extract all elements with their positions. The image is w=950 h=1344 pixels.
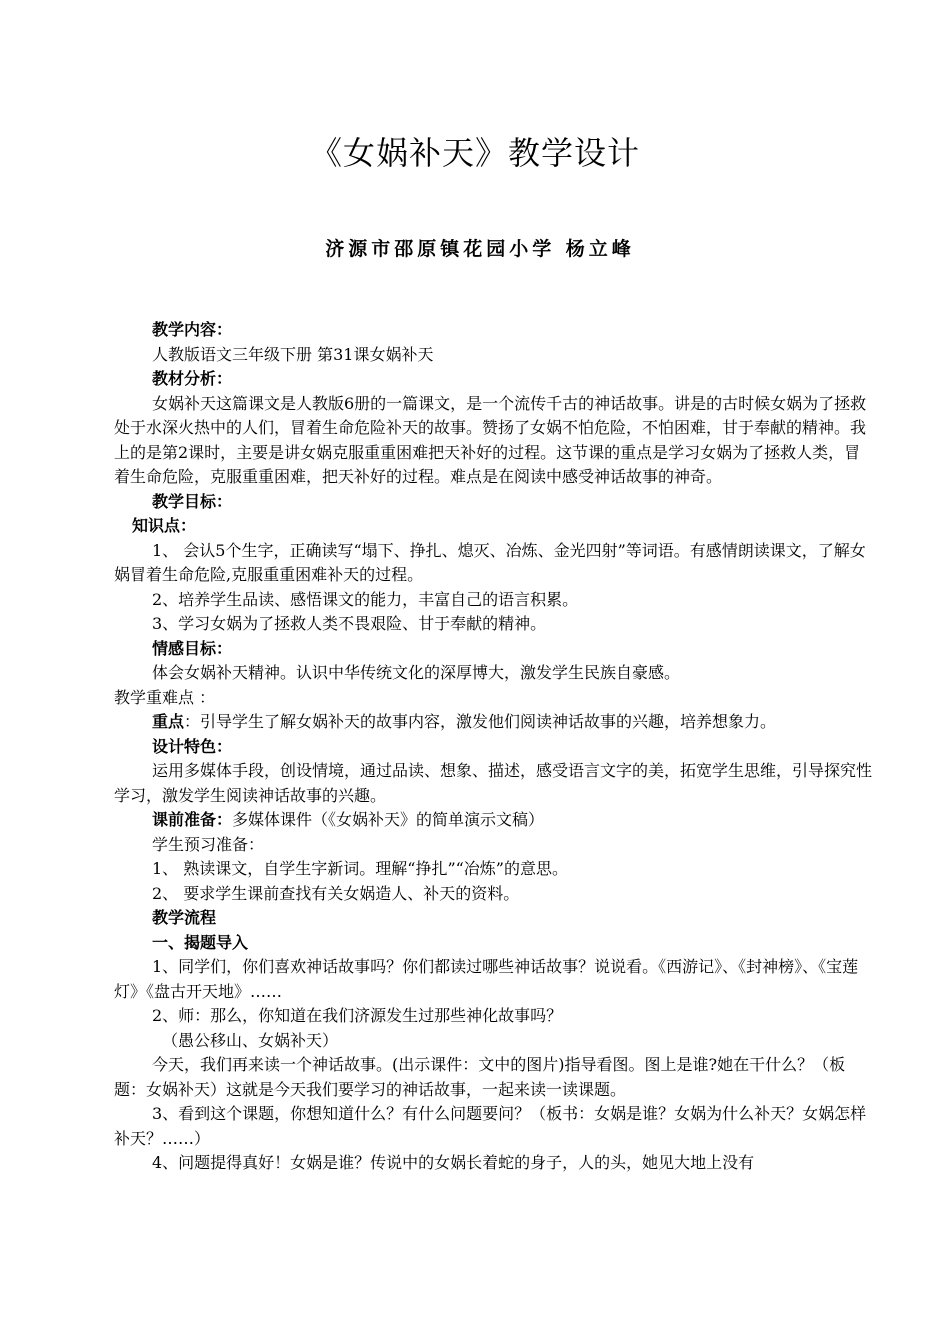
preview-item-1: 1、 熟读课文，自学生字新词。理解“挣扎”“冶炼”的意思。 xyxy=(152,859,568,878)
document-body xyxy=(114,318,872,1176)
step-2-answer: （愚公移山、女娲补天） xyxy=(162,1030,339,1050)
heading-intro: 一、揭题导入 xyxy=(152,932,249,952)
paragraph-emotion: 体会女娲补天精神。认识中华传统文化的深厚博大，激发学生民族自豪感。 xyxy=(152,663,681,682)
step-5: 4、问题提得真好！女娲是谁？传说中的女娲长着蛇的身子，人的头，她见大地上没有 xyxy=(152,1153,755,1172)
step-3: 今天，我们再来读一个神话故事。(出示课件：文中的图片)指导看图。图上是谁?她在干什么？（板题：女娲补天）这就是今天我们要学习的神话故事，一起来读一读课题。 xyxy=(114,1055,846,1099)
step-1: 1、同学们，你们喜欢神话故事吗？你们都读过哪些神话故事？说说看。《西游记》、《封神榜》、《宝莲灯》《盘古开天地》…… xyxy=(114,957,859,1001)
heading-goals: 教学目标： xyxy=(152,491,233,511)
step-4: 3、看到这个课题，你想知道什么？有什么问题要问？（板书：女娲是谁？女娲为什么补天？女娲怎样补天？……） xyxy=(114,1104,867,1148)
heading-content: 教学内容： xyxy=(152,320,233,339)
author-line: 济源市邵原镇花园小学 杨立峰 xyxy=(325,238,635,260)
heading-knowledge: 知识点： xyxy=(132,516,197,535)
preview-item-2: 2、 要求学生课前查找有关女娲造人、补天的资料。 xyxy=(152,883,520,903)
knowledge-item-1: 1、 会认5个生字，正确读写“塌下、挣扎、熄灭、冶炼、金光四射”等词语。有感情朗读课文，了解女娲冒着生命危险,克服重重困难补天的过程。 xyxy=(114,540,866,584)
prep-text: 多媒体课件（《女娲补天》的简单演示文稿） xyxy=(232,810,545,829)
heading-features: 设计特色： xyxy=(152,736,233,756)
heading-analysis: 教材分析： xyxy=(152,369,233,388)
paragraph-features: 运用多媒体手段，创设情境，通过品读、想象、描述，感受语言文字的美，拓宽学生思维，引导探究性学习，激发学生阅读神话故事的兴趣。 xyxy=(114,761,873,805)
heading-preview: 学生预习准备： xyxy=(152,834,265,854)
document-title: 《女娲补天》教学设计 xyxy=(309,134,640,172)
key-point-label: 重点 xyxy=(152,712,185,731)
knowledge-item-3: 3、学习女娲为了拯救人类不畏艰险、甘于奉献的精神。 xyxy=(152,614,547,633)
knowledge-item-2: 2、培养学生品读、感悟课文的能力，丰富自己的语言积累。 xyxy=(152,589,579,609)
paragraph-content: 人教版语文三年级下册 第31课女娲补天 xyxy=(152,344,434,364)
heading-key-difficulty: 教学重难点 ： xyxy=(114,687,216,707)
key-point-text: ：引导学生了解女娲补天的故事内容，激发他们阅读神话故事的兴趣，培养想象力。 xyxy=(184,712,777,731)
prep-label: 课前准备： xyxy=(152,810,233,829)
step-2: 2、师：那么，你知道在我们济源发生过那些神化故事吗？ xyxy=(152,1006,563,1025)
heading-emotion: 情感目标： xyxy=(152,638,233,658)
heading-flow: 教学流程 xyxy=(152,908,217,927)
paragraph-analysis: 女娲补天这篇课文是人教版6册的一篇课文，是一个流传千古的神话故事。讲是的古时候女娲为了拯救处于水深火热中的人们，冒着生命危险补天的故事。赞扬了女娲不怕危险，不怕困难，甘于奉献的精神。我上的是第2课时，主要是讲女娲克服重重困难把天补好的过程。这节课的重点是学习女娲为了拯救人类，冒着生命危险，克服重重困难，把天补好的过程。难点是在阅读中感受神话故事的神奇。 xyxy=(114,393,867,486)
